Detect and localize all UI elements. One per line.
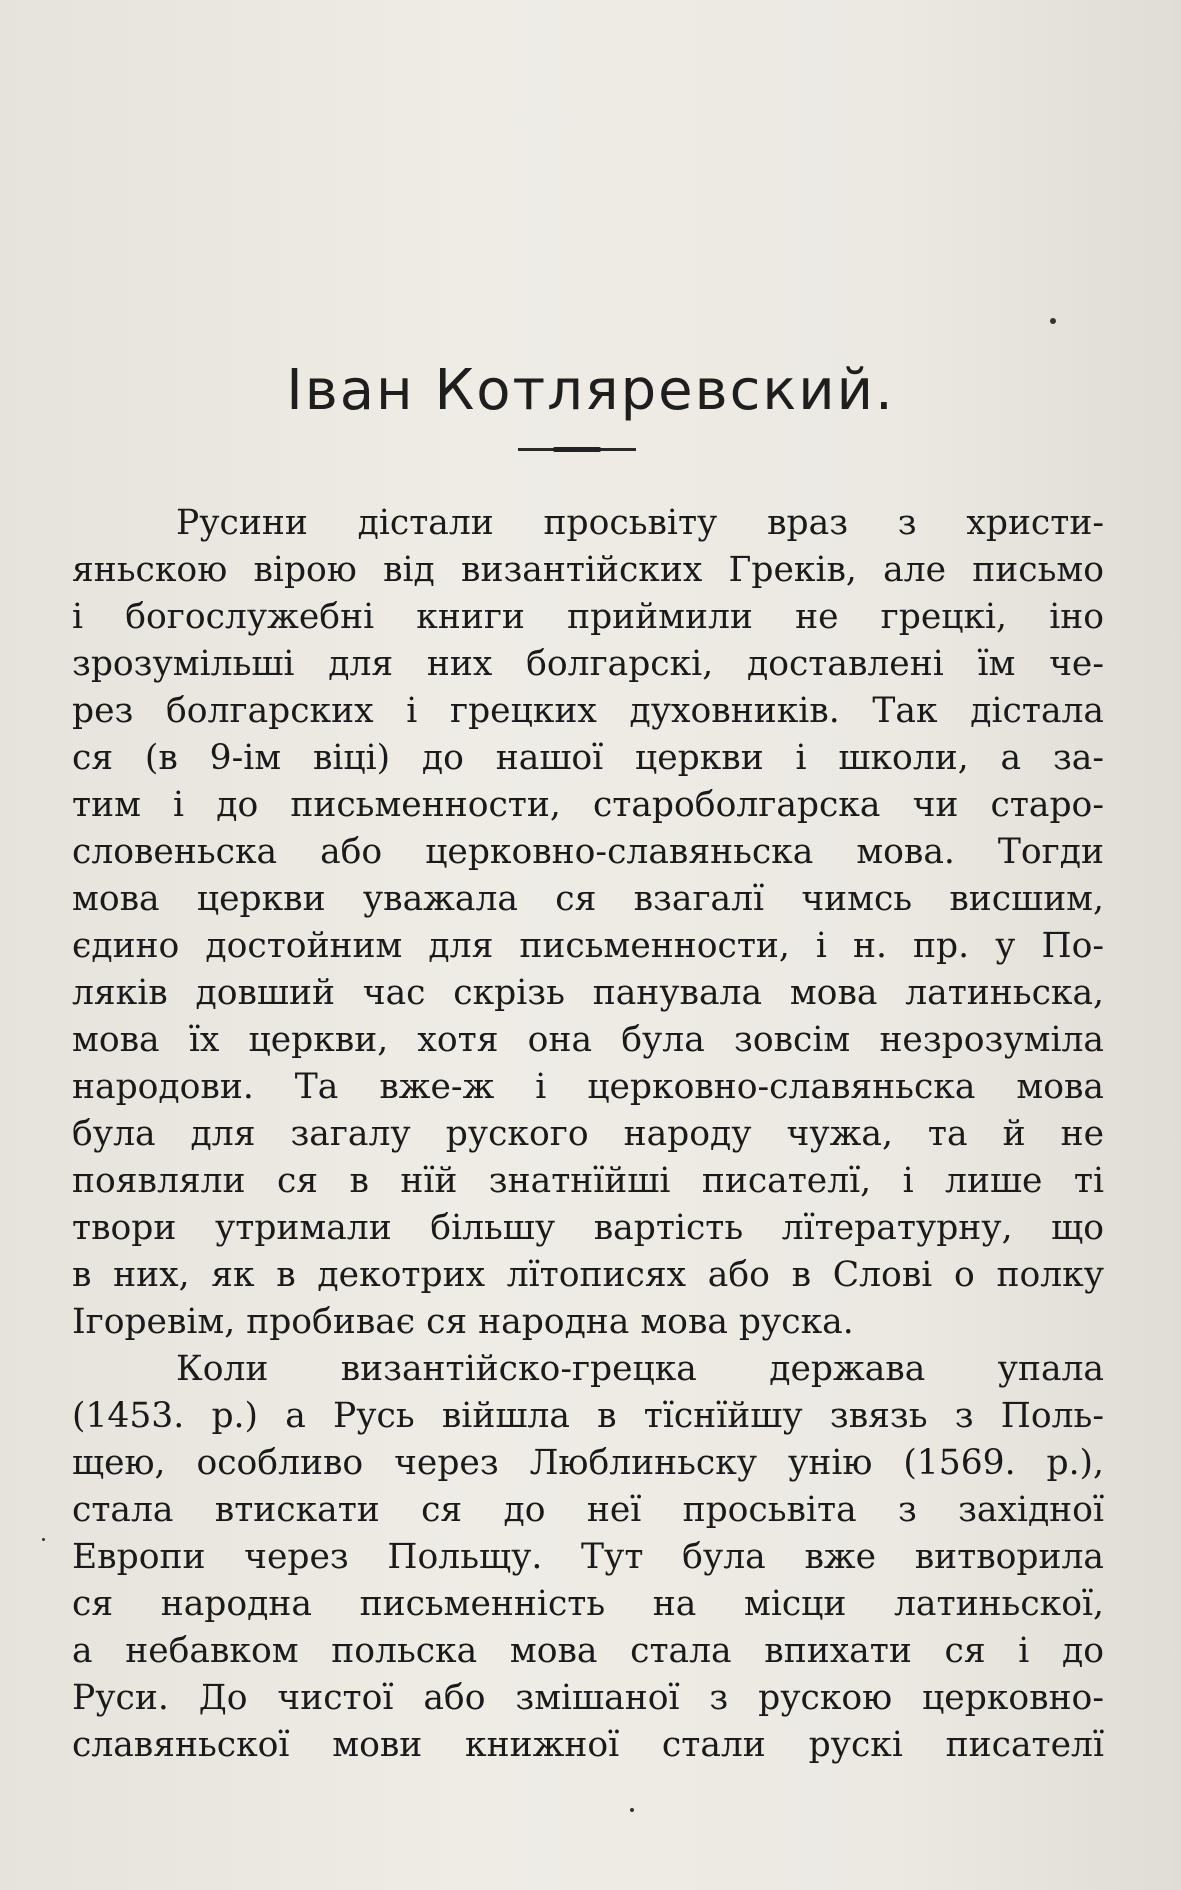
text-line: Руси. До чистої або змішаної з рускою церковно- [72,1678,1104,1718]
text-line: стала втискати ся до неї просьвіта з західної [72,1490,1104,1530]
text-line: ся народна письменність на місци латиньскої, [72,1584,1104,1624]
text-line: тим і до письменности, староболгарска чи старо- [72,785,1104,825]
text-line: словеньска або церковно-славяньска мова. Тогди [72,832,1104,872]
text-line: Ігоревім, пробиває ся народна мова руска. [72,1302,854,1342]
title-divider [518,448,636,451]
text-line: була для загалу руского народу чужа, та й не [72,1114,1104,1154]
text-line: мова їх церкви, хотя она була зовсім незрозуміла [72,1020,1104,1060]
text-line: а небавком польска мова стала впихати ся і до [72,1631,1104,1671]
text-line: ляків довший час скрізь панувала мова латиньска, [72,973,1104,1013]
chapter-title: Іван Котляревский. [286,358,895,423]
text-line: славяньскої мови книжної стали рускі писателї [72,1725,1104,1765]
text-line: зрозумільші для них болгарскі, доставлені їм че- [72,644,1104,684]
text-line: народови. Та вже-ж і церковно-славяньска мова [72,1067,1104,1107]
text-line: Коли византійско-грецка держава упала [176,1349,1104,1389]
text-line: ся (в 9-ім віці) до нашої церкви і школи, а за- [72,738,1104,778]
text-line: Русини дістали просьвіту враз з христи- [176,503,1104,543]
text-line: мова церкви уважала ся взагалї чимсь висшим, [72,879,1104,919]
text-line: яньскою вірою від византійских Греків, але письмо [72,550,1104,590]
text-line: (1453. р.) а Русь війшла в тїснїйшу звязь з Поль- [72,1396,1104,1436]
text-line: щею, особливо через Люблиньску унію (1569. р.), [72,1443,1104,1483]
speck-mark [42,1538,45,1541]
text-line: єдино достойним для письменности, і н. пр. у По- [72,926,1104,966]
text-line: появляли ся в нїй знатнїйші писателї, і лише ті [72,1161,1104,1201]
speck-mark [1050,318,1056,324]
text-line: Европи через Польщу. Тут була вже витворила [72,1537,1104,1577]
text-line: рез болгарских і грецких духовників. Так дістала [72,691,1104,731]
speck-mark [630,1808,634,1812]
body-text [72,500,1104,1769]
text-line: в них, як в декотрих лїтописях або в Слові о полку [72,1255,1104,1295]
text-line: твори утримали більшу вартість лїтературну, що [72,1208,1104,1248]
text-line: і богослужебні книги приймили не грецкі, іно [72,597,1104,637]
